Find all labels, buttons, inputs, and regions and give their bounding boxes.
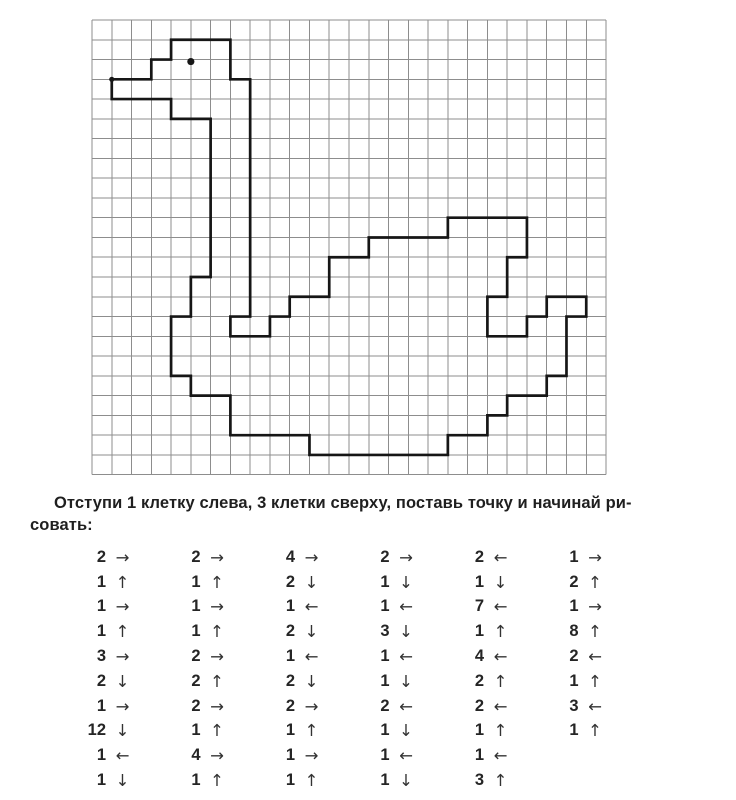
arrow-left-icon: ← [399, 647, 413, 667]
arrow-right-icon: → [210, 746, 224, 766]
arrow-up-icon: ↑ [493, 622, 508, 642]
arrow-up-icon: ↑ [588, 721, 602, 741]
step-count: 8 [569, 622, 579, 641]
arrow-right-icon: → [210, 547, 224, 567]
instruction-step [368, 595, 416, 620]
instruction-step [84, 743, 132, 768]
instruction-step [179, 545, 227, 570]
step-count: 1 [380, 647, 390, 666]
step-count: 1 [380, 771, 390, 790]
arrow-up-icon: ↑ [210, 622, 224, 642]
arrow-down-icon: ↓ [115, 721, 130, 741]
instruction-step [557, 595, 605, 620]
step-count: 2 [285, 696, 295, 715]
arrow-down-icon: ↓ [399, 572, 413, 592]
instruction-step [557, 545, 605, 570]
instruction-step [179, 570, 227, 595]
arrow-right-icon: → [210, 696, 224, 716]
instruction-step [179, 768, 227, 793]
step-count: 1 [474, 622, 484, 641]
arrow-down-icon: ↓ [493, 572, 508, 592]
arrow-right-icon: → [115, 647, 130, 667]
step-count: 2 [474, 547, 484, 566]
arrow-right-icon: → [115, 547, 130, 567]
instruction-step [84, 768, 132, 793]
step-count: 3 [474, 771, 484, 790]
instruction-column-3 [273, 545, 321, 793]
instruction-column-1 [84, 545, 132, 793]
step-count: 1 [380, 746, 390, 765]
arrow-right-icon: → [210, 647, 224, 667]
step-count: 3 [569, 696, 579, 715]
instruction-step [368, 619, 416, 644]
instruction-column-5 [462, 545, 510, 793]
step-count: 1 [96, 597, 106, 616]
instruction-step [557, 719, 605, 744]
arrow-up-icon: ↑ [304, 721, 319, 741]
instruction-step [557, 694, 605, 719]
step-count: 1 [285, 647, 295, 666]
step-count: 1 [285, 771, 295, 790]
step-count: 1 [191, 771, 201, 790]
instruction-column-4 [368, 545, 416, 793]
instruction-step [273, 619, 321, 644]
task-text-line2: совать: [30, 515, 93, 534]
arrow-down-icon: ↓ [399, 671, 413, 691]
arrow-up-icon: ↑ [588, 572, 602, 592]
arrow-left-icon: ← [493, 647, 508, 667]
arrow-right-icon: → [210, 597, 224, 617]
instruction-step [462, 669, 510, 694]
instruction-step [368, 694, 416, 719]
task-text [30, 493, 712, 536]
step-count: 3 [380, 622, 390, 641]
arrow-left-icon: ← [588, 647, 602, 667]
step-count: 2 [191, 671, 201, 690]
instruction-step [462, 694, 510, 719]
arrow-up-icon: ↑ [588, 671, 602, 691]
step-count: 3 [96, 647, 106, 666]
step-count: 1 [96, 572, 106, 591]
instruction-step [368, 669, 416, 694]
instruction-step [368, 768, 416, 793]
step-count: 1 [569, 721, 579, 740]
instruction-step [84, 694, 132, 719]
instruction-columns [84, 545, 605, 793]
instruction-step [557, 570, 605, 595]
instruction-step [179, 743, 227, 768]
step-count: 1 [380, 597, 390, 616]
instruction-step [368, 570, 416, 595]
instruction-step [462, 570, 510, 595]
instruction-step [368, 743, 416, 768]
instruction-step [84, 595, 132, 620]
arrow-left-icon: ← [304, 647, 319, 667]
instruction-step [273, 694, 321, 719]
step-count: 2 [285, 671, 295, 690]
instruction-step [179, 595, 227, 620]
arrow-right-icon: → [304, 746, 319, 766]
step-count: 2 [96, 671, 106, 690]
instruction-step [84, 570, 132, 595]
arrow-up-icon: ↑ [210, 572, 224, 592]
arrow-down-icon: ↓ [115, 671, 130, 691]
step-count: 4 [191, 746, 201, 765]
arrow-up-icon: ↑ [115, 572, 130, 592]
instruction-step [273, 743, 321, 768]
step-count: 2 [285, 572, 295, 591]
step-count: 1 [474, 572, 484, 591]
arrow-up-icon: ↑ [304, 771, 319, 791]
arrow-down-icon: ↓ [399, 721, 413, 741]
instruction-step [273, 768, 321, 793]
arrow-down-icon: ↓ [115, 771, 130, 791]
instruction-step [84, 719, 132, 744]
step-count: 2 [285, 622, 295, 641]
arrow-up-icon: ↑ [210, 721, 224, 741]
instruction-column-2 [179, 545, 227, 793]
step-count: 1 [380, 572, 390, 591]
instruction-step [179, 644, 227, 669]
step-count: 1 [474, 721, 484, 740]
instruction-step [273, 644, 321, 669]
task-text-line1: Отступи 1 клетку слева, 3 клетки сверху, поставь точку и начинай ри- [54, 494, 632, 512]
arrow-left-icon: ← [493, 597, 508, 617]
step-count: 1 [569, 597, 579, 616]
arrow-up-icon: ↑ [493, 721, 508, 741]
arrow-right-icon: → [304, 547, 319, 567]
step-count: 4 [474, 647, 484, 666]
step-count: 1 [191, 572, 201, 591]
arrow-left-icon: ← [399, 746, 413, 766]
instruction-step [273, 570, 321, 595]
arrow-up-icon: ↑ [493, 671, 508, 691]
instruction-step [179, 719, 227, 744]
grid-lines [92, 20, 606, 475]
instruction-step [179, 669, 227, 694]
instruction-step [462, 619, 510, 644]
arrow-right-icon: → [588, 597, 602, 617]
arrow-down-icon: ↓ [399, 622, 413, 642]
instruction-step [462, 768, 510, 793]
step-count: 1 [191, 622, 201, 641]
arrow-right-icon: → [115, 696, 130, 716]
step-count: 1 [191, 721, 201, 740]
instruction-step [462, 719, 510, 744]
instruction-step [557, 619, 605, 644]
arrow-up-icon: ↑ [210, 671, 224, 691]
step-count: 1 [96, 696, 106, 715]
arrow-left-icon: ← [115, 746, 130, 766]
instruction-step [557, 669, 605, 694]
instruction-step [462, 644, 510, 669]
arrow-down-icon: ↓ [304, 572, 319, 592]
arrow-left-icon: ← [304, 597, 319, 617]
instruction-step [462, 595, 510, 620]
instruction-step [84, 669, 132, 694]
step-count: 2 [474, 671, 484, 690]
arrow-left-icon: ← [588, 696, 602, 716]
instruction-step [179, 619, 227, 644]
step-count: 1 [285, 597, 295, 616]
instruction-step [84, 545, 132, 570]
arrow-up-icon: ↑ [115, 622, 130, 642]
arrow-left-icon: ← [493, 746, 508, 766]
instruction-step [462, 743, 510, 768]
instruction-step [368, 719, 416, 744]
instruction-step [368, 644, 416, 669]
instruction-step [179, 694, 227, 719]
step-count: 7 [474, 597, 484, 616]
instruction-step [84, 619, 132, 644]
step-count: 1 [569, 547, 579, 566]
arrow-right-icon: → [399, 547, 413, 567]
step-count: 2 [191, 696, 201, 715]
instruction-step [557, 644, 605, 669]
arrow-left-icon: ← [399, 597, 413, 617]
arrow-right-icon: → [588, 547, 602, 567]
step-count: 1 [96, 771, 106, 790]
arrow-right-icon: → [115, 597, 130, 617]
instruction-step [84, 644, 132, 669]
step-count: 1 [96, 746, 106, 765]
arrow-down-icon: ↓ [399, 771, 413, 791]
arrow-down-icon: ↓ [304, 671, 319, 691]
step-count: 2 [569, 572, 579, 591]
step-count: 1 [569, 671, 579, 690]
instruction-step [462, 545, 510, 570]
step-count: 1 [380, 721, 390, 740]
arrow-up-icon: ↑ [493, 771, 508, 791]
arrow-left-icon: ← [493, 696, 508, 716]
arrow-up-icon: ↑ [210, 771, 224, 791]
instruction-step [273, 719, 321, 744]
step-count: 2 [191, 647, 201, 666]
step-count: 4 [285, 547, 295, 566]
step-count: 1 [191, 597, 201, 616]
step-count: 1 [285, 721, 295, 740]
arrow-left-icon: ← [399, 696, 413, 716]
step-count: 2 [380, 547, 390, 566]
instruction-column-6 [557, 545, 605, 743]
arrow-down-icon: ↓ [304, 622, 319, 642]
instruction-step [368, 545, 416, 570]
arrow-up-icon: ↑ [588, 622, 602, 642]
step-count: 1 [285, 746, 295, 765]
step-count: 2 [380, 696, 390, 715]
step-count: 12 [87, 721, 106, 740]
start-dot [109, 77, 114, 82]
arrow-left-icon: ← [493, 547, 508, 567]
step-count: 1 [380, 671, 390, 690]
instruction-step [273, 545, 321, 570]
step-count: 2 [474, 696, 484, 715]
step-count: 2 [96, 547, 106, 566]
instruction-step [273, 595, 321, 620]
step-count: 1 [474, 746, 484, 765]
eye-dot [187, 58, 194, 65]
arrow-right-icon: → [304, 696, 319, 716]
instruction-step [273, 669, 321, 694]
step-count: 2 [191, 547, 201, 566]
step-count: 1 [96, 622, 106, 641]
step-count: 2 [569, 647, 579, 666]
